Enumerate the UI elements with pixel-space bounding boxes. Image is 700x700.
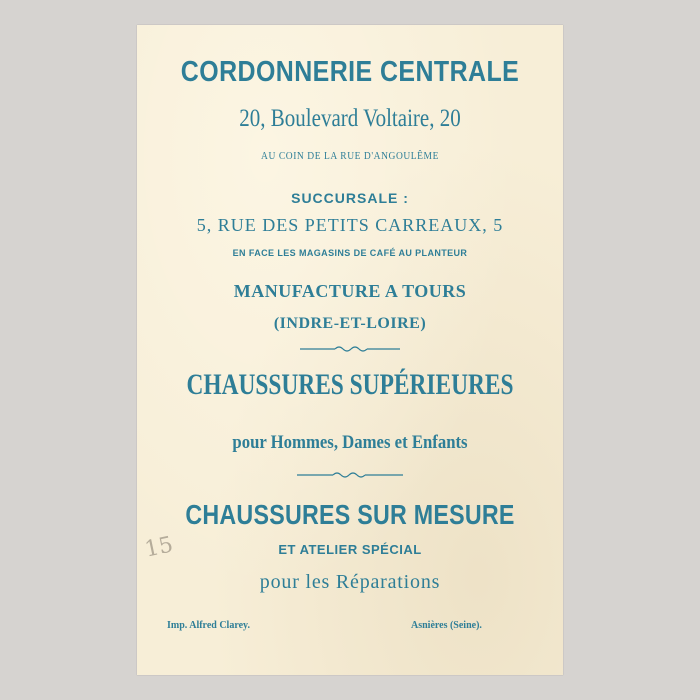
workshop-line: ET ATELIER SPÉCIAL — [278, 542, 422, 557]
shop-address: 20, Boulevard Voltaire, 20 — [239, 105, 461, 132]
shop-title: CORDONNERIE CENTRALE — [180, 56, 520, 88]
branch-note: EN FACE LES MAGASINS DE CAFÉ AU PLANTEUR — [232, 248, 468, 258]
manufacture-line: MANUFACTURE A TOURS — [233, 281, 467, 301]
pencil-annotation: 15 — [142, 532, 176, 563]
product-heading: CHAUSSURES SUPÉRIEURES — [186, 368, 514, 401]
audience-line: pour Hommes, Dames et Enfants — [232, 432, 468, 453]
ornament-divider — [137, 470, 563, 480]
trade-card — [137, 25, 563, 675]
ornament-divider — [137, 344, 563, 354]
printer-credit: Imp. Alfred Clarey. — [167, 620, 250, 631]
region-line: (INDRE-ET-LOIRE) — [273, 315, 427, 332]
corner-note: AU COIN DE LA RUE D'ANGOULÊME — [261, 151, 439, 162]
custom-heading: CHAUSSURES SUR MESURE — [185, 499, 515, 530]
repairs-line: pour les Réparations — [259, 571, 441, 593]
branch-label: SUCCURSALE : — [291, 190, 409, 206]
printer-location: Asnières (Seine). — [411, 620, 482, 631]
branch-address: 5, RUE DES PETITS CARREAUX, 5 — [196, 215, 504, 235]
